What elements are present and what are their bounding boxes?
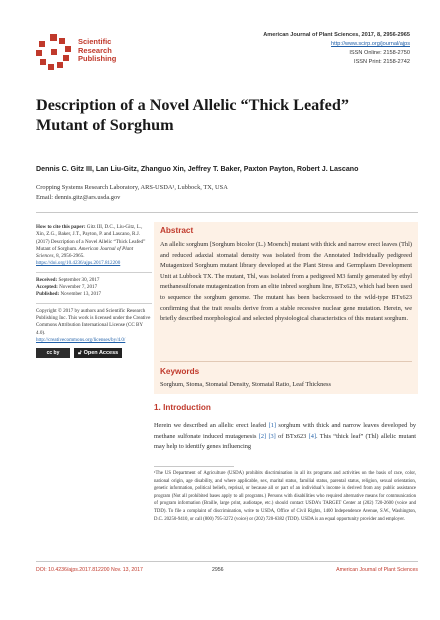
received-date: September 30, 2017 [58,276,100,283]
footer-doi-date: DOI: 10.4236/ajps.2017.812200 Nov. 13, 2017 [36,567,143,573]
published-date: November 13, 2017 [60,291,102,298]
citation-link[interactable]: [3] [268,432,276,440]
author-list: Dennis C. Gitz III, Lan Liu-Gitz, Zhanguo Xin, Jeffrey T. Baker, Paxton Payton, Robert J. Lascano [36,165,359,173]
usda-footnote: ¹The US Department of Agriculture (USDA) prohibits discrimination in all its programs and activities on the basis of race, color, national origin, age disability, and where applicable, sex, marital status, familial status, parental status, religion, sexual orientation, genetic information, political beliefs, reprisal, or because all or part of an individual’s income is derived from any public assistance program (Not all prohibited bases apply to all programs.) Persons with disabilities who required alternative means for communication of program information (Braille, large print, audiotape, etc.) should contact USDA’s TARGET Center at (202) 720-2600 (voice and TDD). To file a complaint of discrimination, write to USDA, Office of Civil Rights, 1400 Independence Avenue, S.W., Washington, D.C. 20250-9410, or call (800) 795-3272 (voice) or (202) 720-6382 (TDD). USDA is an equal opportunity provider and employer. [154,471,416,522]
publisher-name: Scientific Research Publishing [78,37,117,63]
introduction-heading: 1. Introduction [154,403,211,412]
sidebar-divider [36,272,152,273]
how-to-cite-text: Gitz III, D.C., Liu-Gitz, L., Xin, Z.G., Baker, J.T., Payton, P. and Lascano, R.J. (2017) Description of a Novel Allelic “Thick Leafed” Mutant of Sorghum. [36,224,146,252]
keywords-divider [160,361,412,362]
doi-link[interactable]: https://doi.org/10.4236/ajps.2017.812200 [36,260,121,267]
open-access-badge[interactable]: 🔓︎ Open Access [74,348,122,358]
journal-info [263,31,410,67]
divider [36,212,418,213]
abstract-text: An allelic sorghum [Sorghum bicolor (L.) Moench] mutant with thick and narrow erect leaves (Thl) and reduced adaxial stomatal density was isolated from the Annotated Individually pedigreed Mutagenized Sorghum mutant library developed at the Plant Stress and Germplasm Development Unit at Lubbock TX. The mutant, Thl, was isolated from a pedigreed M3 family generated by ethyl methanesulfonate mutagenization from an elite inbred sorghum line, BTx623, which had been used to sequence the sorghum genome. The mutant has been backcrossed to the wild-type BTx623 confirming that the trait results derive from a stable recessive nuclear gene mutation. Herein, we briefly described morphological and selected physiological characteristics of this mutant sorghum. [160,241,412,323]
publisher-logo-icon [34,32,74,72]
citation-link[interactable]: [2] [258,432,267,440]
affiliation: Cropping Systems Research Laboratory, ARS-USDA¹, Lubbock, TX, USA Email: dennis.gitz@ars.usda.gov [36,184,228,201]
cite-pages: 8, 2956-2965. [56,253,85,260]
article-sidebar: How to cite this paper: Gitz III, D.C., Liu-Gitz, L., Xin, Z.G., Baker, J.T., Payton, P. and Lascano, R.J. (2017) Description of a Novel Allelic “Thick Leafed” Mutant of Sorghum. American Journal of Plant Sciences, 8, 2956-2965. https://doi.org/10.4236/ajps.2017.812200 Received: September 30, 2017 Accepted: November 7, 2017 Published: November 13, 2017 Copyright © 2017 by authors and Scientific Research Publishing Inc. This work is licensed under the Creative Commons Attribution International License (CC BY 4.0). http://creativecommons.org/licenses/by/4.0/ cc by 🔓︎ Open Access [36,224,152,358]
keywords-text: Sorghum, Stoma, Stomatal Density, Stomatal Ratio, Leaf Thickness [160,381,331,388]
journal-citation: American Journal of Plant Sciences, 2017, 8, 2956-2965 [263,32,410,38]
open-lock-icon: 🔓︎ [78,349,82,356]
issn-print: ISSN Print: 2158-2742 [354,59,410,65]
author-email: Email: dennis.gitz@ars.usda.gov [36,194,121,201]
cc-by-badge[interactable]: cc by [36,348,70,358]
citation-link[interactable]: [1] [268,422,276,429]
journal-url-link[interactable]: http://www.scirp.org/journal/ajps [331,41,410,47]
accepted-date: November 7, 2017 [59,284,98,291]
issn-online: ISSN Online: 2158-2750 [349,50,410,56]
copyright-notice: Copyright © 2017 by authors and Scientific Research Publishing Inc. This work is licensed under the Creative Commons Attribution International License (CC BY 4.0). [36,307,151,336]
license-link[interactable]: http://creativecommons.org/licenses/by/4.0/ [36,336,126,343]
footer-journal: American Journal of Plant Sciences [336,567,418,573]
keywords-heading: Keywords [160,367,200,376]
page-number: 2956 [212,567,224,573]
how-to-cite-label: How to cite this paper: [36,224,86,230]
cite-journal: American Journal of Plant Sciences, [36,245,134,260]
article-title: Description of a Novel Allelic “Thick Leafed” Mutant of Sorghum [36,96,349,134]
footer-divider [36,561,418,562]
citation-link[interactable]: [4] [308,432,316,440]
abstract-heading: Abstract [160,226,194,235]
footnote-rule [154,466,234,467]
introduction-paragraph: Herein we described an allelic erect leafed [1] sorghum with thick and narrow leaves developed by methane sulfonate induced mutagenesis [2] [3] of BTx623 [4]. This “thick leaf” (Thl) allelic mutant may help to identify genes influencing [154,422,417,451]
license-badges [36,348,152,358]
sidebar-divider [36,303,152,304]
